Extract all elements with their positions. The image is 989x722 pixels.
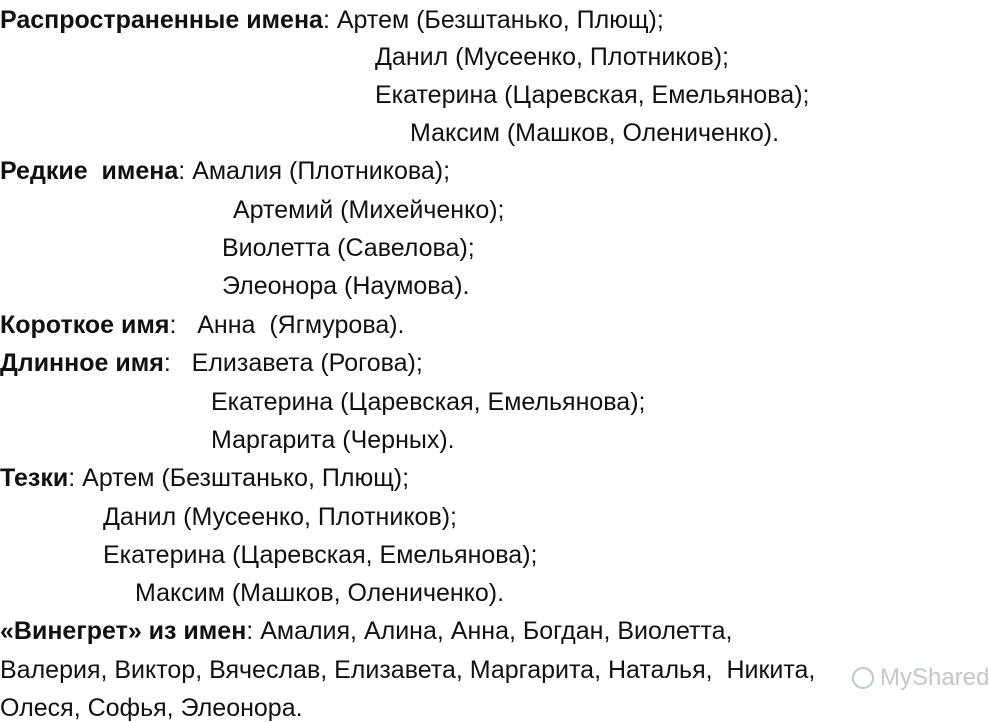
- line-text: Екатерина (Царевская, Емельянова);: [211, 388, 646, 416]
- line-name-mix-3: [0, 696, 303, 721]
- line-text: Виолетта (Савелова);: [222, 234, 475, 262]
- line-text: Екатерина (Царевская, Емельянова);: [375, 81, 810, 109]
- line-namesakes-4: [135, 581, 504, 606]
- myshared-logo-icon: [852, 667, 874, 689]
- line-rare-names-3: [222, 236, 475, 261]
- line-short-name: [0, 313, 405, 338]
- line-common-names-4: [410, 121, 779, 146]
- line-text: Артем (Безштанько, Плющ);: [82, 464, 410, 492]
- line-text: Элеонора (Наумова).: [222, 272, 470, 300]
- separator: :: [68, 464, 83, 492]
- separator: :: [322, 6, 337, 34]
- line-text: Елизавета (Рогова);: [191, 349, 423, 377]
- line-text: Валерия, Виктор, Вячеслав, Елизавета, Маргарита, Наталья, Никита,: [0, 656, 816, 684]
- line-text: Данил (Мусеенко, Плотников);: [375, 43, 730, 71]
- line-namesakes-2: [103, 505, 457, 530]
- watermark: [852, 664, 989, 692]
- line-rare-names: [0, 159, 450, 184]
- label-rare-names: Редкие имена: [0, 157, 179, 185]
- line-name-mix-2: [0, 658, 815, 683]
- line-text: Маргарита (Черных).: [211, 426, 455, 454]
- line-common-names: [0, 8, 664, 33]
- line-text: Амалия (Плотникова);: [192, 157, 451, 185]
- line-long-name: [0, 351, 423, 376]
- separator: :: [169, 311, 198, 339]
- label-name-mix: «Винегрет» из имен: [0, 617, 247, 645]
- line-text: Максим (Машков, Олениченко).: [135, 579, 505, 607]
- line-text: Амалия, Алина, Анна, Богдан, Виолетта,: [260, 617, 733, 645]
- line-text: Олеся, Софья, Элеонора.: [0, 694, 303, 722]
- line-text: Данил (Мусеенко, Плотников);: [103, 503, 458, 531]
- line-long-name-3: [211, 428, 455, 453]
- label-common-names: Распространенные имена: [0, 6, 323, 34]
- line-text: Екатерина (Царевская, Емельянова);: [103, 541, 538, 569]
- line-rare-names-2: [233, 198, 505, 223]
- line-common-names-3: [375, 83, 810, 108]
- line-namesakes: [0, 466, 409, 491]
- line-text: Максим (Машков, Олениченко).: [410, 119, 780, 147]
- line-common-names-2: [375, 45, 729, 70]
- label-namesakes: Тезки: [0, 464, 69, 492]
- watermark-text: MyShared: [880, 664, 989, 691]
- line-text: Артем (Безштанько, Плющ);: [336, 6, 664, 34]
- line-long-name-2: [211, 390, 646, 415]
- label-short-name: Короткое имя: [0, 311, 170, 339]
- line-text: Артемий (Михейченко);: [233, 196, 505, 224]
- line-namesakes-3: [103, 543, 538, 568]
- separator: :: [178, 157, 193, 185]
- label-long-name: Длинное имя: [0, 349, 164, 377]
- separator: :: [246, 617, 261, 645]
- line-text: Анна (Ягмурова).: [197, 311, 405, 339]
- line-rare-names-4: [222, 274, 470, 299]
- line-name-mix: [0, 619, 732, 644]
- separator: :: [163, 349, 192, 377]
